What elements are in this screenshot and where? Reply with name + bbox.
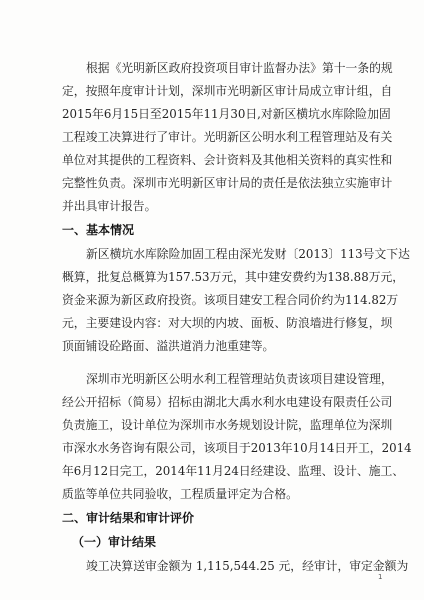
page-number: 1 [378, 573, 383, 581]
body-line: 经公开招标（简易）招标由湖北大禹水利水电建设有限责任公司 [62, 395, 393, 409]
body-line: 顶面铺设砼路面、溢洪道消力池重建等。 [62, 339, 275, 353]
body-line: 深圳市光明新区公明水利工程管理站负责该项目建设管理， [86, 372, 393, 386]
body-line: 负责施工，设计单位为深圳市水务规划设计院，监理单位为深圳 [62, 418, 393, 432]
intro-line: 并出具审计报告。 [62, 199, 157, 213]
body-line: 市深水水务咨询有限公司，该项目于2013年10月14日开工，2014 [62, 441, 412, 455]
section-heading-audit-results: 二、审计结果和审计评价 [62, 511, 195, 525]
intro-line: 2015年6月15日至2015年11月30日,对新区横坑水库除险加固 [62, 107, 391, 121]
intro-line: 根据《光明新区政府投资项目审计监督办法》第十一条的规 [86, 61, 393, 75]
intro-line: 工程竣工决算进行了审计。光明新区公明水利工程管理站及有关 [62, 130, 393, 144]
body-line: 元，主要建设内容：对大坝的内坡、面板、防浪墙进行修复，坝 [62, 316, 393, 330]
body-line: 新区横坑水库除险加固工程由深光发财〔2013〕113号文下达 [86, 247, 410, 261]
intro-line: 定，按照年度审计计划，深圳市光明新区审计局成立审计组，自 [62, 84, 393, 98]
subsection-heading-audit-result: （一）审计结果 [72, 535, 157, 549]
intro-line: 单位对其提供的工程资料、会计资料及其他相关资料的真实性和 [62, 153, 393, 167]
body-line: 资金来源为新区政府投资。该项目建安工程合同价约为114.82万 [62, 293, 399, 307]
intro-line: 完整性负责。深圳市光明新区审计局的责任是依法独立实施审计 [62, 176, 393, 190]
body-line: 概算，批复总概算为157.53万元，其中建安费约为138.88万元， [62, 270, 405, 284]
section-heading-basic-info: 一、基本情况 [62, 223, 135, 237]
body-line: 竣工决算送审金额为 1,115,544.25 元，经审计，审定金额为 [86, 559, 409, 573]
body-line: 质监等单位共同验收，工程质量评定为合格。 [62, 487, 298, 501]
body-line: 年6月12日完工，2014年11月24日经建设、监理、设计、施工、 [62, 464, 405, 478]
